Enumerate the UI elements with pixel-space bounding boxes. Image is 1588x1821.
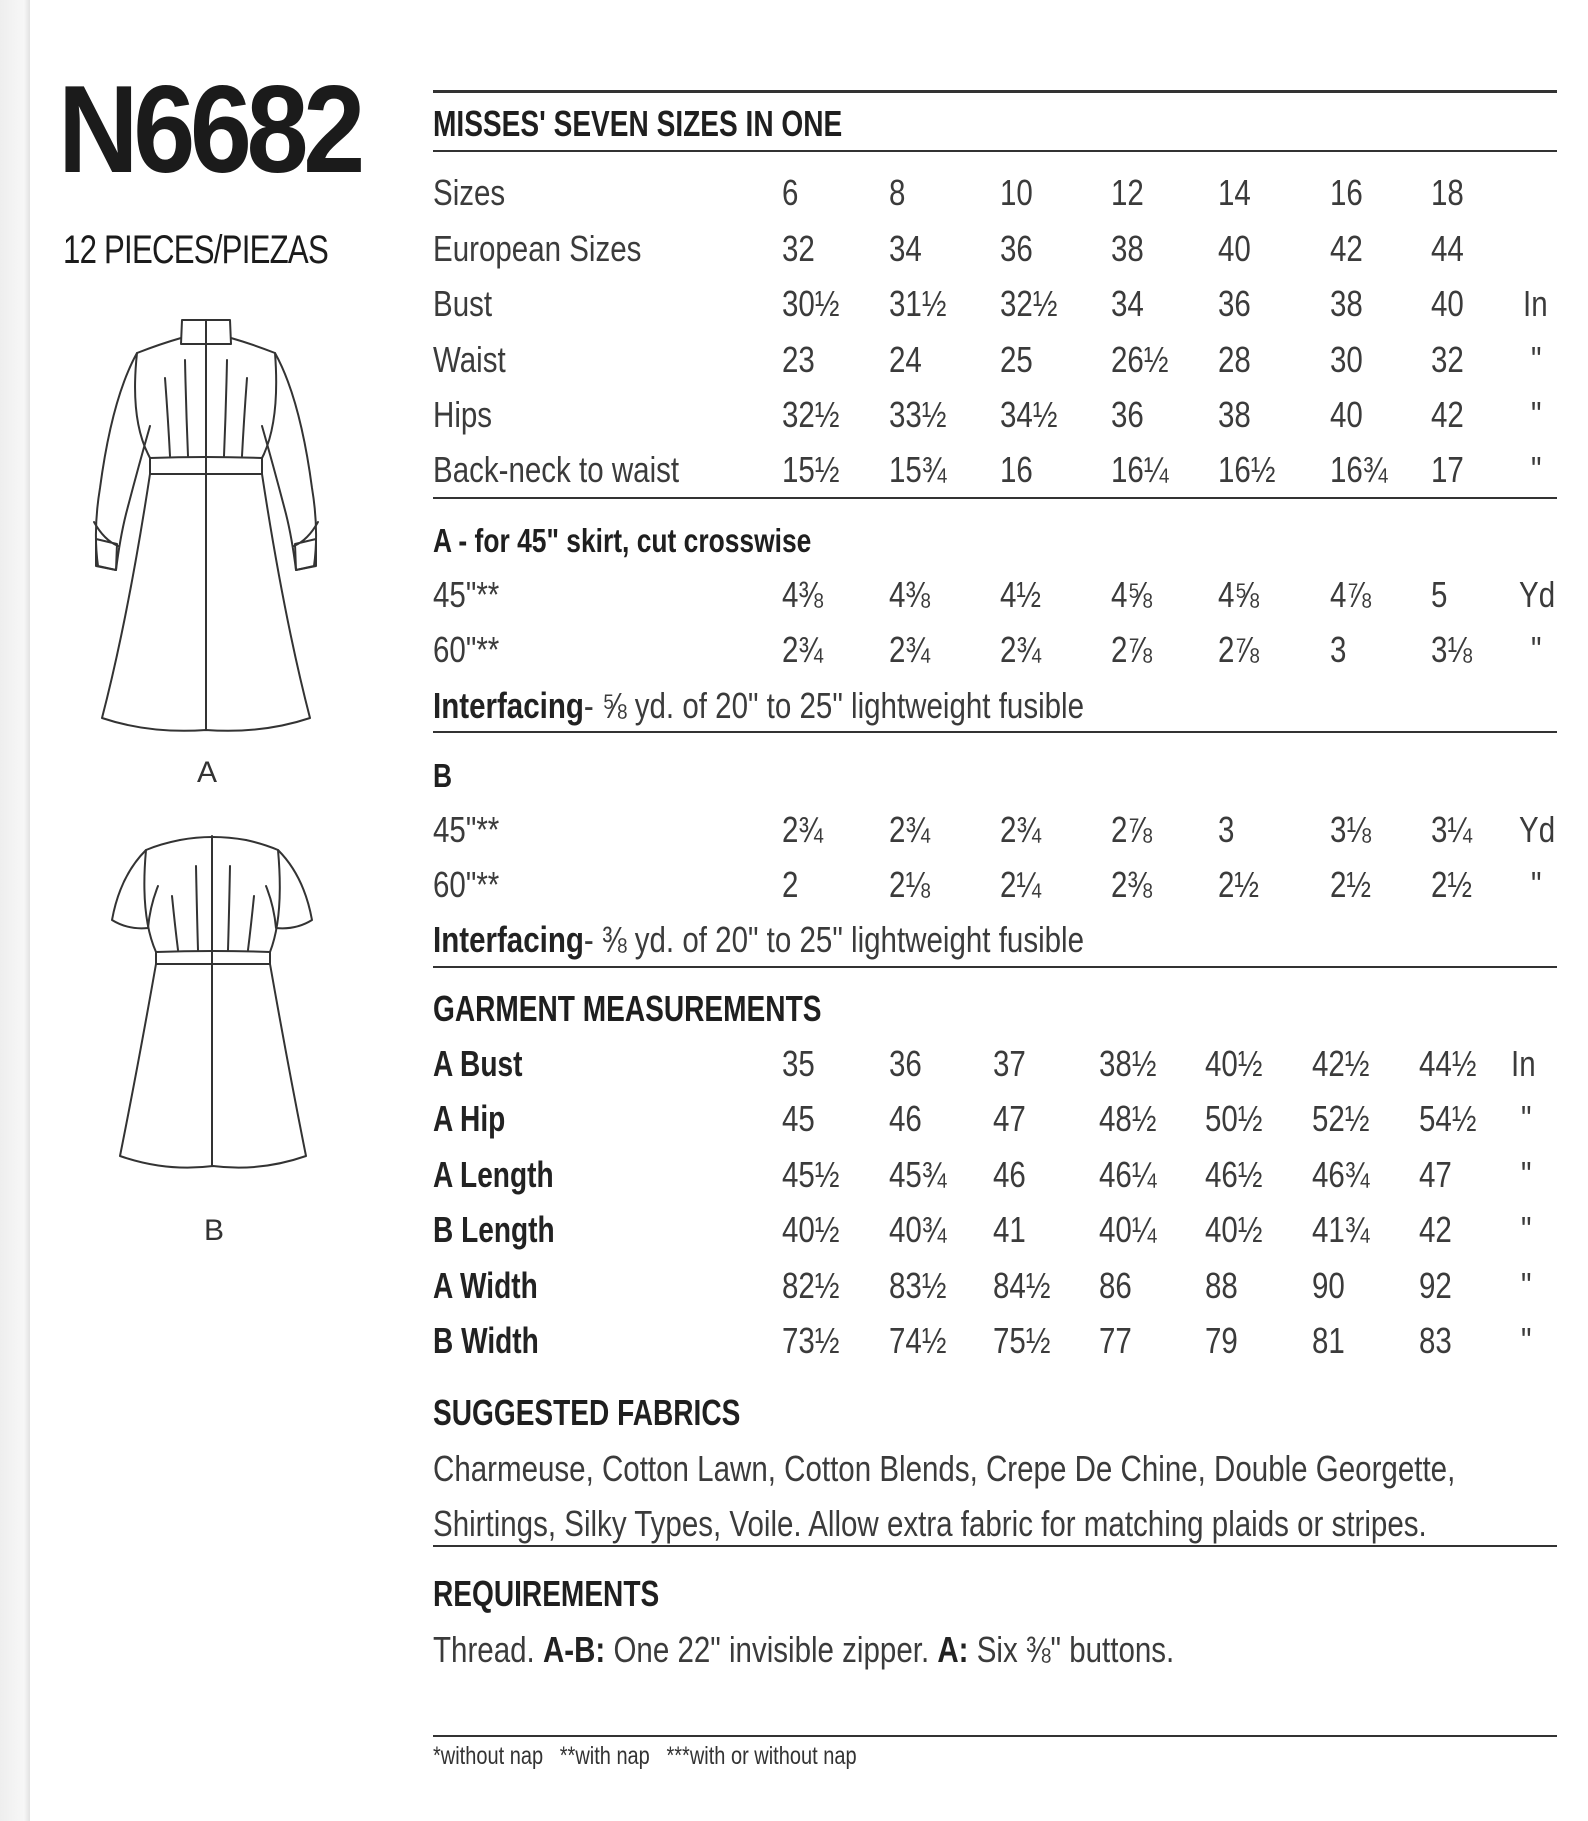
requirements-a-label: A:: [937, 1629, 969, 1670]
cell: 41¾: [1312, 1209, 1370, 1250]
cell: 88: [1205, 1265, 1238, 1306]
suggested-fabrics-line-1: Charmeuse, Cotton Lawn, Cotton Blends, Crepe De Chine, Double Georgette,: [433, 1448, 1456, 1489]
cell: 16: [1000, 449, 1033, 490]
cell: 2¾: [1000, 809, 1042, 850]
size-chart-title: MISSES' SEVEN SIZES IN ONE: [433, 103, 843, 144]
cell: 41: [993, 1209, 1026, 1250]
view-b-title: B: [433, 757, 453, 794]
cell: 4⅝: [1218, 574, 1260, 615]
cell: 25: [1000, 339, 1033, 380]
cell: 86: [1099, 1265, 1132, 1306]
cell: 46½: [1205, 1154, 1263, 1195]
view-label-a: A: [197, 756, 218, 789]
cell: 92: [1419, 1265, 1452, 1306]
cell: 2: [782, 864, 799, 905]
cell: 38: [1111, 228, 1144, 269]
cell: 18: [1431, 172, 1464, 213]
cell: 50½: [1205, 1098, 1263, 1139]
row-label: 60"**: [433, 629, 500, 670]
requirements-ab-label: A-B:: [542, 1629, 606, 1670]
pattern-number: N6682: [58, 61, 360, 199]
row-label: 60"**: [433, 864, 500, 905]
cell: 32: [782, 228, 815, 269]
cell: 2⅞: [1218, 629, 1260, 670]
suggested-fabrics-title: SUGGESTED FABRICS: [433, 1392, 741, 1433]
cell: 2½: [1431, 864, 1473, 905]
cell: 10: [1000, 172, 1033, 213]
cell: 2⅞: [1111, 629, 1153, 670]
cell: 40¾: [889, 1209, 947, 1250]
cell: 81: [1312, 1320, 1345, 1361]
top-rule: [433, 90, 1557, 93]
cell: 54½: [1419, 1098, 1477, 1139]
row-label: European Sizes: [433, 228, 642, 269]
cell: 2¾: [782, 809, 824, 850]
cell: 15¾: [889, 449, 947, 490]
cell: 46¾: [1312, 1154, 1370, 1195]
unit: Yd: [1519, 809, 1556, 850]
cell: 74½: [889, 1320, 947, 1361]
cell: 37: [993, 1043, 1026, 1084]
interfacing-label: Interfacing: [433, 685, 584, 726]
cell: 4⅜: [782, 574, 824, 615]
cell: 44: [1431, 228, 1464, 269]
unit: ": [1531, 449, 1542, 490]
cell: 2½: [1218, 864, 1260, 905]
cell: 32½: [782, 394, 840, 435]
unit: ": [1521, 1320, 1532, 1361]
row-label: B Width: [433, 1320, 539, 1361]
view-b-interfacing: [433, 919, 1085, 960]
cell: 2⅜: [1111, 864, 1153, 905]
cell: 24: [889, 339, 922, 380]
cell: 36: [1000, 228, 1033, 269]
unit: ": [1521, 1154, 1532, 1195]
cell: 32½: [1000, 283, 1058, 324]
cell: 90: [1312, 1265, 1345, 1306]
view-label-b: B: [204, 1214, 225, 1247]
cell: 73½: [782, 1320, 840, 1361]
interfacing-text: - ⅜ yd. of 20" to 25" lightweight fusible: [583, 919, 1085, 960]
view-a-interfacing: [433, 685, 1085, 726]
view-a-drawing: [90, 318, 320, 743]
requirements-ab-text: One 22" invisible zipper.: [605, 1629, 938, 1670]
row-label: 45"**: [433, 574, 500, 615]
cell: 36: [1218, 283, 1251, 324]
divider-footnotes: [433, 1735, 1557, 1737]
cell: 38: [1218, 394, 1251, 435]
nap-footnotes: *without nap **with nap ***with or without nap: [433, 1742, 857, 1770]
cell: 42: [1431, 394, 1464, 435]
cell: 3⅛: [1431, 629, 1473, 670]
interfacing-label: Interfacing: [433, 919, 584, 960]
cell: 83½: [889, 1265, 947, 1306]
cell: 16¾: [1330, 449, 1388, 490]
unit: ": [1531, 629, 1542, 670]
unit: ": [1531, 394, 1542, 435]
interfacing-text: - ⅝ yd. of 20" to 25" lightweight fusible: [583, 685, 1085, 726]
cell: 40: [1330, 394, 1363, 435]
row-label: Bust: [433, 283, 493, 324]
cell: 36: [1111, 394, 1144, 435]
cell: 16½: [1218, 449, 1276, 490]
cell: 35: [782, 1043, 815, 1084]
suggested-fabrics-line-2: Shirtings, Silky Types, Voile. Allow extra fabric for matching plaids or stripes.: [433, 1503, 1427, 1544]
cell: 2¾: [889, 809, 931, 850]
cell: 79: [1205, 1320, 1238, 1361]
cell: 23: [782, 339, 815, 380]
cell: 16¼: [1111, 449, 1169, 490]
divider-after-view-b: [433, 966, 1557, 968]
unit: In: [1511, 1043, 1536, 1084]
row-label: Back-neck to waist: [433, 449, 680, 490]
cell: 17: [1431, 449, 1464, 490]
view-b-drawing: [108, 826, 318, 1176]
piece-count: 12 PIECES/PIEZAS: [63, 228, 328, 272]
page-edge: [0, 0, 30, 1821]
cell: 38½: [1099, 1043, 1157, 1084]
cell: 44½: [1419, 1043, 1477, 1084]
unit: ": [1521, 1209, 1532, 1250]
view-a-title: A - for 45" skirt, cut crosswise: [433, 522, 812, 559]
row-label: 45"**: [433, 809, 500, 850]
cell: 5: [1431, 574, 1448, 615]
unit: ": [1531, 864, 1542, 905]
cell: 40¼: [1099, 1209, 1157, 1250]
row-label: A Bust: [433, 1043, 523, 1084]
divider-after-fabrics: [433, 1545, 1557, 1547]
cell: 3: [1218, 809, 1235, 850]
cell: 42: [1330, 228, 1363, 269]
requirements-title: REQUIREMENTS: [433, 1573, 660, 1614]
cell: 34: [1111, 283, 1144, 324]
cell: 2½: [1330, 864, 1372, 905]
cell: 40½: [782, 1209, 840, 1250]
unit: ": [1521, 1265, 1532, 1306]
cell: 84½: [993, 1265, 1051, 1306]
cell: 4⅜: [889, 574, 931, 615]
cell: 77: [1099, 1320, 1132, 1361]
cell: 6: [782, 172, 799, 213]
cell: 47: [1419, 1154, 1452, 1195]
cell: 40½: [1205, 1043, 1263, 1084]
requirements-prefix: Thread.: [433, 1629, 543, 1670]
cell: 75½: [993, 1320, 1051, 1361]
cell: 3⅛: [1330, 809, 1372, 850]
cell: 40½: [1205, 1209, 1263, 1250]
cell: 36: [889, 1043, 922, 1084]
cell: 32: [1431, 339, 1464, 380]
cell: 26½: [1111, 339, 1169, 380]
cell: 14: [1218, 172, 1251, 213]
cell: 30½: [782, 283, 840, 324]
cell: 4½: [1000, 574, 1042, 615]
cell: 4⅝: [1111, 574, 1153, 615]
requirements-text: [433, 1629, 1175, 1670]
row-label: B Length: [433, 1209, 555, 1250]
divider-after-view-a: [433, 731, 1557, 733]
cell: 38: [1330, 283, 1363, 324]
row-label: Hips: [433, 394, 493, 435]
cell: 2¾: [889, 629, 931, 670]
cell: 8: [889, 172, 906, 213]
cell: 3¼: [1431, 809, 1473, 850]
cell: 2⅛: [889, 864, 931, 905]
divider-size-title: [433, 150, 1557, 152]
cell: 34½: [1000, 394, 1058, 435]
cell: 28: [1218, 339, 1251, 380]
row-label: Waist: [433, 339, 506, 380]
cell: 2¾: [1000, 629, 1042, 670]
cell: 15½: [782, 449, 840, 490]
cell: 2¼: [1000, 864, 1042, 905]
unit: In: [1523, 283, 1548, 324]
cell: 52½: [1312, 1098, 1370, 1139]
cell: 12: [1111, 172, 1144, 213]
divider-after-sizes: [433, 497, 1557, 499]
row-label: Sizes: [433, 172, 506, 213]
cell: 34: [889, 228, 922, 269]
unit: ": [1531, 339, 1542, 380]
cell: 42: [1419, 1209, 1452, 1250]
cell: 47: [993, 1098, 1026, 1139]
cell: 2⅞: [1111, 809, 1153, 850]
cell: 42½: [1312, 1043, 1370, 1084]
row-label: A Hip: [433, 1098, 506, 1139]
cell: 46: [889, 1098, 922, 1139]
cell: 16: [1330, 172, 1363, 213]
cell: 4⅞: [1330, 574, 1372, 615]
cell: 40: [1218, 228, 1251, 269]
cell: 30: [1330, 339, 1363, 380]
cell: 82½: [782, 1265, 840, 1306]
cell: 45¾: [889, 1154, 947, 1195]
cell: 31½: [889, 283, 947, 324]
cell: 46¼: [1099, 1154, 1157, 1195]
cell: 45: [782, 1098, 815, 1139]
garment-measurements-title: GARMENT MEASUREMENTS: [433, 988, 822, 1029]
cell: 33½: [889, 394, 947, 435]
requirements-a-text: Six ⅜" buttons.: [968, 1629, 1175, 1670]
row-label: A Length: [433, 1154, 554, 1195]
cell: 46: [993, 1154, 1026, 1195]
unit: ": [1521, 1098, 1532, 1139]
cell: 48½: [1099, 1098, 1157, 1139]
cell: 2¾: [782, 629, 824, 670]
unit: Yd: [1519, 574, 1556, 615]
cell: 40: [1431, 283, 1464, 324]
row-label: A Width: [433, 1265, 538, 1306]
cell: 83: [1419, 1320, 1452, 1361]
cell: 3: [1330, 629, 1347, 670]
cell: 45½: [782, 1154, 840, 1195]
